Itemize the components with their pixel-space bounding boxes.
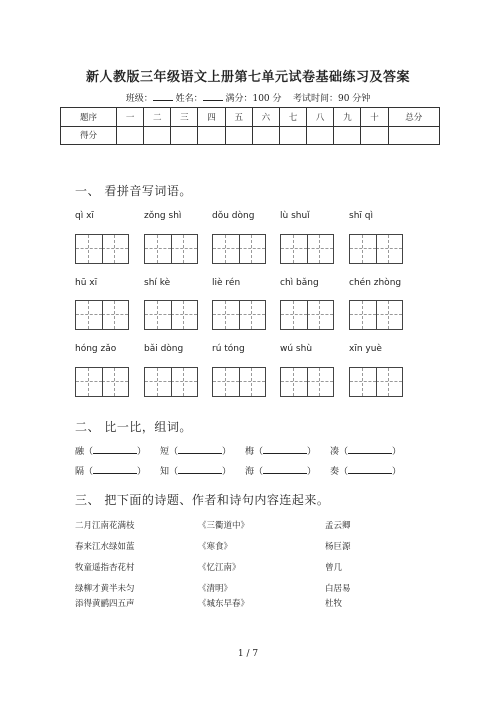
answer-blank[interactable]	[263, 445, 307, 454]
writing-grid[interactable]	[144, 300, 198, 330]
poem-title[interactable]: 《寒食》	[198, 542, 233, 552]
pinyin-label: rú tóng	[212, 344, 245, 354]
word-item	[330, 464, 401, 477]
poem-title[interactable]: 《三衢道中》	[198, 521, 250, 531]
character-cell[interactable]	[307, 301, 333, 329]
close-paren: ）	[137, 447, 147, 457]
score-cell[interactable]	[279, 126, 306, 145]
character-cell[interactable]	[102, 368, 128, 396]
answer-blank[interactable]	[348, 445, 392, 454]
name-label: 姓名：	[175, 94, 203, 104]
word-item	[75, 444, 146, 457]
writing-grid[interactable]	[212, 234, 266, 264]
close-paren: ）	[222, 467, 232, 477]
character-cell[interactable]	[281, 235, 307, 263]
table-cell: 二	[144, 108, 171, 127]
section2-heading: 二、 比一比，组词。	[75, 420, 192, 434]
word-char: 短（	[160, 447, 179, 457]
answer-blank[interactable]	[93, 465, 137, 474]
score-cell[interactable]	[252, 126, 279, 145]
character-cell[interactable]	[76, 301, 102, 329]
word-item	[75, 464, 146, 477]
poem-title[interactable]: 《忆江南》	[198, 563, 241, 573]
writing-grid[interactable]	[349, 300, 403, 330]
character-cell[interactable]	[239, 301, 265, 329]
pinyin-label: wú shù	[280, 344, 313, 354]
close-paren: ）	[307, 467, 317, 477]
poem-author[interactable]: 杜牧	[325, 599, 343, 609]
character-cell[interactable]	[307, 368, 333, 396]
writing-grid[interactable]	[75, 300, 129, 330]
answer-blank[interactable]	[178, 445, 222, 454]
writing-grid[interactable]	[280, 300, 334, 330]
character-cell[interactable]	[376, 301, 402, 329]
character-cell[interactable]	[171, 368, 197, 396]
score-cell[interactable]	[171, 126, 198, 145]
table-cell: 三	[171, 108, 198, 127]
table-cell: 题序	[61, 108, 117, 127]
table-cell: 六	[252, 108, 279, 127]
answer-blank[interactable]	[348, 465, 392, 474]
table-cell: 得分	[61, 126, 117, 145]
poem-line[interactable]: 牧童遥指杏花村	[75, 563, 135, 573]
writing-grid[interactable]	[212, 300, 266, 330]
character-cell[interactable]	[76, 368, 102, 396]
pinyin-label: bǎi dòng	[144, 344, 184, 354]
character-cell[interactable]	[145, 235, 171, 263]
exam-info	[0, 91, 496, 104]
score-table-score-row	[61, 126, 440, 145]
character-cell[interactable]	[239, 235, 265, 263]
score-label: 满分：100 分	[225, 94, 282, 104]
character-cell[interactable]	[145, 301, 171, 329]
character-cell[interactable]	[376, 235, 402, 263]
word-char: 融（	[75, 447, 94, 457]
score-cell[interactable]	[117, 126, 144, 145]
writing-grid[interactable]	[280, 367, 334, 397]
class-label: 班级：	[125, 94, 153, 104]
answer-blank[interactable]	[93, 445, 137, 454]
close-paren: ）	[392, 467, 402, 477]
page-number: 1 / 7	[237, 649, 259, 659]
writing-grid[interactable]	[75, 234, 129, 264]
table-cell: 总分	[388, 108, 439, 127]
pinyin-label: liè rén	[212, 278, 241, 288]
section1-heading: 一、 看拼音写词语。	[75, 184, 192, 198]
pinyin-label: hóng zǎo	[75, 344, 117, 354]
character-cell[interactable]	[376, 368, 402, 396]
score-cell[interactable]	[225, 126, 252, 145]
table-cell: 十	[361, 108, 388, 127]
character-cell[interactable]	[102, 235, 128, 263]
score-cell[interactable]	[334, 126, 361, 145]
character-cell[interactable]	[350, 368, 376, 396]
score-cell[interactable]	[388, 126, 439, 145]
writing-grid[interactable]	[212, 367, 266, 397]
pinyin-label: lù shuǐ	[280, 211, 310, 221]
character-cell[interactable]	[76, 235, 102, 263]
word-item	[160, 464, 231, 477]
poem-line[interactable]: 二月江南花满枝	[75, 521, 135, 531]
character-cell[interactable]	[102, 301, 128, 329]
name-blank	[203, 92, 223, 101]
table-cell: 一	[117, 108, 144, 127]
poem-line[interactable]: 春来江水绿如蓝	[75, 542, 135, 552]
pinyin-label: shī qì	[349, 211, 373, 221]
poem-title[interactable]: 《城东早春》	[198, 599, 250, 609]
character-cell[interactable]	[145, 368, 171, 396]
word-char: 知（	[160, 467, 179, 477]
pinyin-label: xīn yuè	[349, 344, 382, 354]
character-cell[interactable]	[213, 235, 239, 263]
pinyin-label: dǒu dòng	[212, 211, 255, 221]
poem-title[interactable]: 《清明》	[198, 584, 233, 594]
word-char: 凑（	[330, 447, 349, 457]
class-blank	[153, 92, 173, 101]
character-cell[interactable]	[281, 301, 307, 329]
poem-line[interactable]: 添得黄鹂四五声	[75, 599, 135, 609]
word-item	[160, 444, 231, 457]
writing-grid[interactable]	[75, 367, 129, 397]
pinyin-label: zǒng shì	[144, 211, 182, 221]
pinyin-label: chén zhòng	[349, 278, 402, 288]
word-item	[245, 444, 316, 457]
section3-heading: 三、 把下面的诗题、作者和诗句内容连起来。	[75, 493, 330, 507]
page-title: 新人教版三年级语文上册第七单元试卷基础练习及答案	[85, 70, 410, 85]
close-paren: ）	[307, 447, 317, 457]
pinyin-label: qì xī	[75, 211, 94, 221]
table-cell: 九	[334, 108, 361, 127]
writing-grid[interactable]	[144, 234, 198, 264]
character-cell[interactable]	[350, 301, 376, 329]
table-cell: 七	[279, 108, 306, 127]
character-cell[interactable]	[307, 235, 333, 263]
pinyin-label: shí kè	[144, 278, 171, 288]
word-item	[330, 444, 401, 457]
word-char: 奏（	[330, 467, 349, 477]
close-paren: ）	[392, 447, 402, 457]
pinyin-label: hū xī	[75, 278, 98, 288]
score-cell[interactable]	[144, 126, 171, 145]
close-paren: ）	[222, 447, 232, 457]
score-table	[60, 107, 440, 145]
poem-author[interactable]: 曾几	[325, 563, 343, 573]
poem-author[interactable]: 孟云卿	[325, 521, 351, 531]
writing-grid[interactable]	[349, 234, 403, 264]
writing-grid[interactable]	[349, 367, 403, 397]
score-cell[interactable]	[307, 126, 334, 145]
close-paren: ）	[137, 467, 147, 477]
character-cell[interactable]	[239, 368, 265, 396]
table-cell: 四	[198, 108, 225, 127]
character-cell[interactable]	[281, 368, 307, 396]
writing-grid[interactable]	[280, 234, 334, 264]
poem-line[interactable]: 绿柳才黄半未匀	[75, 584, 135, 594]
word-item	[245, 464, 316, 477]
word-char: 隔（	[75, 467, 94, 477]
character-cell[interactable]	[171, 301, 197, 329]
score-cell[interactable]	[198, 126, 225, 145]
character-cell[interactable]	[171, 235, 197, 263]
character-cell[interactable]	[350, 235, 376, 263]
score-cell[interactable]	[361, 126, 388, 145]
answer-blank[interactable]	[263, 465, 307, 474]
table-cell: 八	[307, 108, 334, 127]
character-cell[interactable]	[213, 368, 239, 396]
answer-blank[interactable]	[178, 465, 222, 474]
poem-author[interactable]: 白居易	[325, 584, 351, 594]
character-cell[interactable]	[213, 301, 239, 329]
table-cell: 五	[225, 108, 252, 127]
writing-grid[interactable]	[144, 367, 198, 397]
time-label: 考试时间：90 分钟	[292, 94, 371, 104]
score-table-header-row	[61, 108, 440, 127]
word-char: 梅（	[245, 447, 264, 457]
poem-author[interactable]: 杨巨源	[325, 542, 351, 552]
word-char: 海（	[245, 467, 264, 477]
pinyin-label: chì bǎng	[280, 278, 319, 288]
